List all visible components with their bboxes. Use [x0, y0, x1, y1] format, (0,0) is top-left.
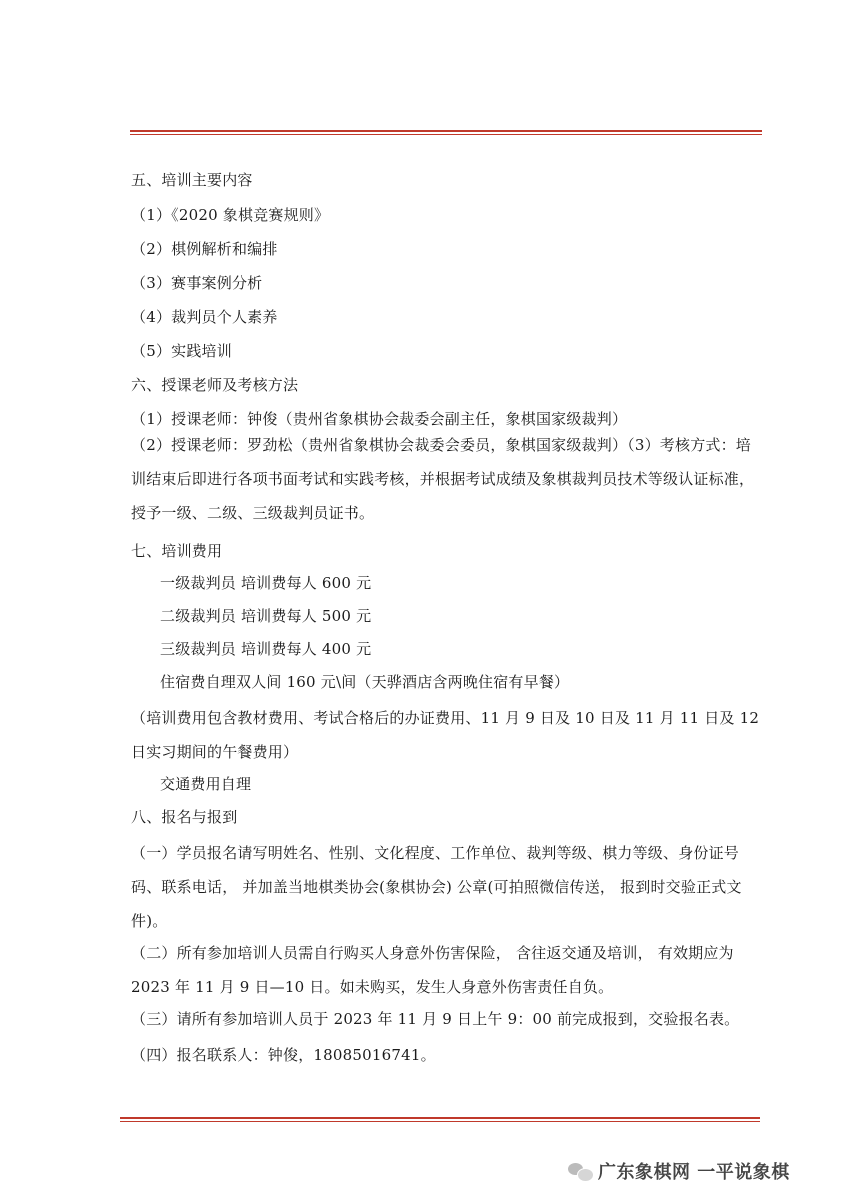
section-7-heading: 七、培训费用: [131, 542, 223, 560]
list-item: （5）实践培训: [131, 342, 232, 360]
section-6-heading: 六、授课老师及考核方法: [131, 376, 299, 394]
top-double-rule: [130, 130, 762, 136]
lodging-fee: 住宿费自理双人间 160 元\间（天骅酒店含两晚住宿有早餐）: [160, 673, 570, 691]
section-5-heading: 五、培训主要内容: [131, 171, 253, 189]
wechat-icon: [568, 1161, 594, 1181]
fee-level-2: 二级裁判员 培训费每人 500 元: [160, 607, 372, 625]
registration-contact: （四）报名联系人：钟俊，18085016741。: [131, 1046, 436, 1064]
list-item: （3）赛事案例分析: [131, 274, 263, 292]
watermark-text: 广东象棋网 一平说象棋: [598, 1162, 790, 1183]
teacher-1: （1）授课老师：钟俊（贵州省象棋协会裁委会副主任，象棋国家级裁判）: [131, 410, 628, 428]
registration-item-3: （三）请所有参加培训人员于 2023 年 11 月 9 日上午 9：00 前完成报到，交验报名表。: [131, 1010, 740, 1028]
teacher-2-and-assessment: （2）授课老师：罗劲松（贵州省象棋协会裁委会委员，象棋国家级裁判）（3）考核方式：培训结束后即进行各项书面考试和实践考核，并根据考试成绩及象棋裁判员技术等级认证标准，授予一级、二级、三级裁判员证书。: [131, 436, 755, 522]
fee-level-3: 三级裁判员 培训费每人 400 元: [160, 640, 372, 658]
list-item: （4）裁判员个人素养: [131, 308, 278, 326]
fee-level-1: 一级裁判员 培训费每人 600 元: [160, 574, 372, 592]
watermark: [568, 1156, 790, 1186]
fee-note: （培训费用包含教材费用、考试合格后的办证费用、11 月 9 日及 10 日及 11 月 11 日及 12 日实习期间的午餐费用）: [131, 709, 760, 761]
section-8-heading: 八、报名与报到: [131, 808, 238, 826]
registration-item-1: （一）学员报名请写明姓名、性别、文化程度、工作单位、裁判等级、棋力等级、身份证号码、联系电话， 并加盖当地棋类协会(象棋协会) 公章(可拍照微信传送， 报到时交验正式文件)。: [131, 844, 742, 930]
transport-fee: 交通费用自理: [160, 775, 252, 793]
bottom-double-rule: [120, 1117, 760, 1123]
registration-item-2: （二）所有参加培训人员需自行购买人身意外伤害保险， 含往返交通及培训， 有效期应为 2023 年 11 月 9 日—10 日。如未购买，发生人身意外伤害责任自负。: [131, 944, 734, 996]
list-item: （2）棋例解析和编排: [131, 240, 278, 258]
list-item: （1）《2020 象棋竞赛规则》: [131, 206, 330, 224]
